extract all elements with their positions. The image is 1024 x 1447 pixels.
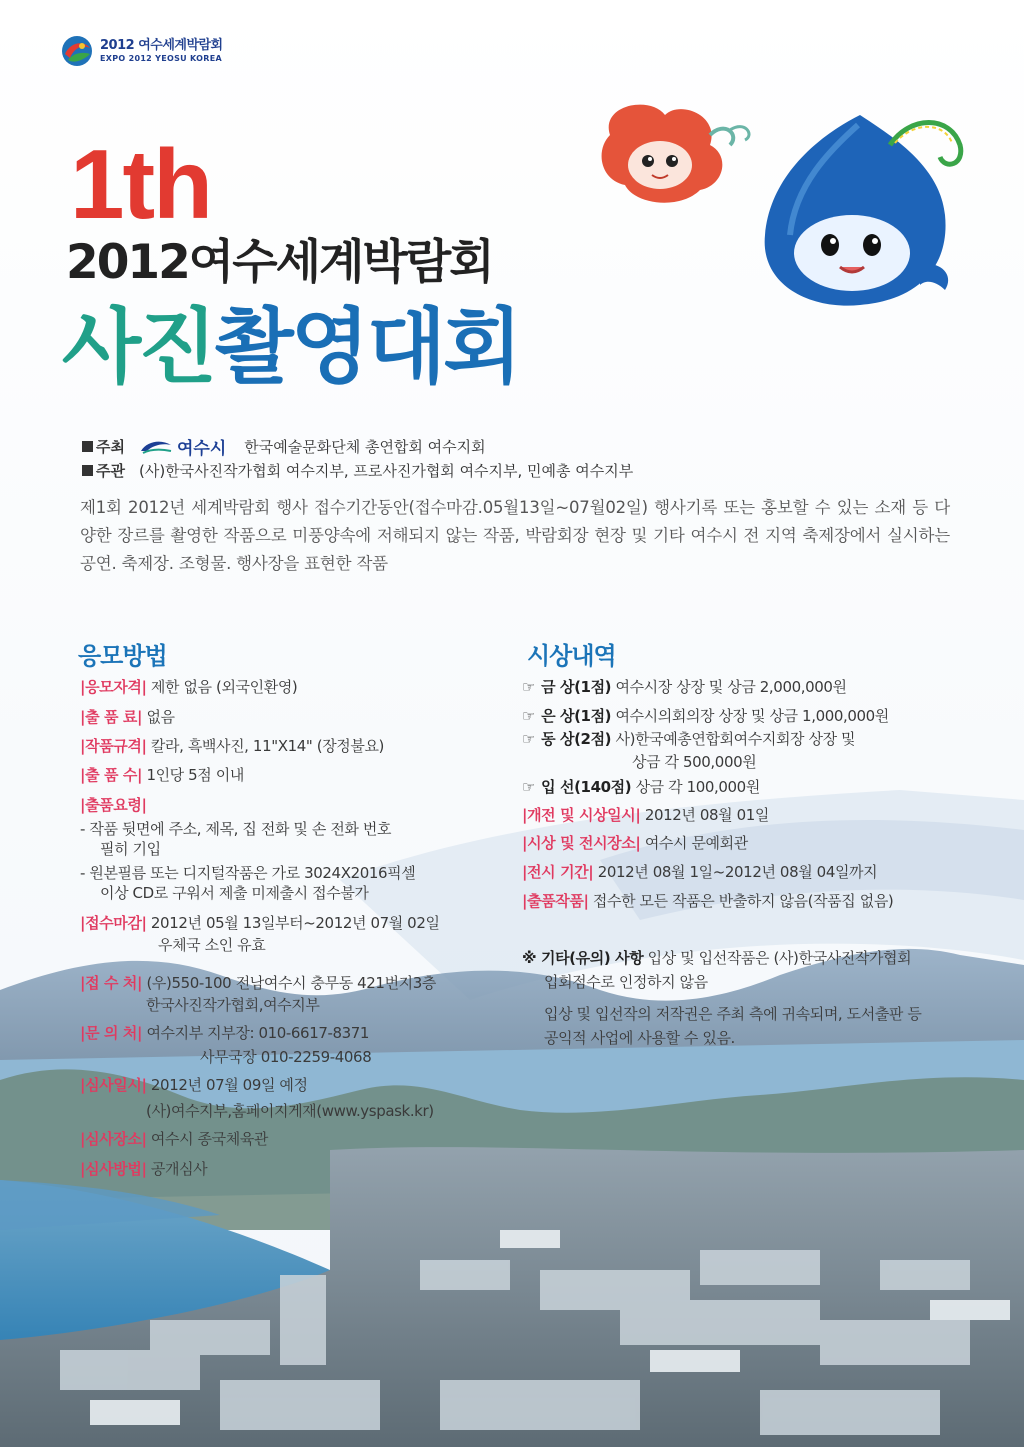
gold-prize-desc: 여수시장 상장 및 상금 2,000,000원: [615, 678, 847, 696]
guide-item-2a: - 원본필름 또는 디지털작품은 가로 3024X2016픽셀: [80, 864, 416, 882]
judging-method-label: |심사방법|: [80, 1160, 147, 1178]
deadline-row: [80, 912, 440, 934]
contact-label: |문 의 처|: [80, 1024, 143, 1042]
expo-emblem-icon: [60, 34, 94, 68]
merit-prize-count: (140점): [574, 778, 632, 796]
blue-mascot-icon: [765, 115, 961, 306]
silver-prize-count: (1점): [574, 707, 612, 725]
note-text-2b: 공익적 사업에 사용할 수 있음.: [544, 1029, 735, 1047]
note-line-1a: [522, 946, 911, 970]
bronze-prize-name: 동 상: [541, 730, 575, 748]
edition-title: 1th: [70, 129, 211, 239]
bronze-prize-count: (2점): [574, 730, 612, 748]
application-title: 응모방법: [78, 642, 167, 670]
host-city: 여수시: [176, 439, 227, 459]
intro-text: 제1회 2012년 세계박람회 행사 접수기간동안(접수마감.05월13일~07월02일) 행사기록 또는 홍보할 수 있는 소재 등 다양한 장르를 촬영한 작품으로 미풍양속에 저해되지 않는 작품, 박람회장 현장 및 기타 여수시 전 지역 축제장에서 실시하는 공연. 축제장. 조형물. 행사장을 표현한 작품: [80, 498, 950, 573]
venue-label: |시상 및 전시장소|: [522, 834, 641, 852]
merit-prize-desc: 상금 각 100,000원: [635, 778, 760, 796]
logo-subtitle: EXPO 2012 YEOSU KOREA: [100, 54, 222, 63]
venue-row: [522, 832, 748, 854]
note-text-2a: 입상 및 입선작의 저작권은 주최 측에 귀속되며, 도서출판 등: [544, 1005, 922, 1023]
eligibility-label: |응모자격|: [80, 678, 147, 696]
judging-method-row: [80, 1158, 207, 1180]
note-text-1b: 입회점수로 인정하지 않음: [544, 973, 708, 991]
eligibility-value: 제한 없음 (외국인환영): [150, 678, 298, 696]
logo-title: 2012 여수세계박람회: [100, 38, 223, 53]
deadline-value-1: 2012년 05월 13일부터~2012년 07월 02일: [150, 914, 440, 932]
expo-mascots: [590, 95, 990, 315]
judging-method-value: 공개심사: [150, 1160, 208, 1178]
guide-item-1a: - 작품 뒷면에 주소, 제목, 집 전화 및 손 전화 번호: [80, 820, 392, 838]
return-row: [522, 890, 893, 912]
supervisor-names: (사)한국사진작가협회 여수지부, 프로사진가협회 여수지부, 민예총 여수지부: [138, 462, 634, 480]
count-label: |출 품 수|: [80, 766, 143, 784]
judging-date-value-2: (사)여수지부,홈페이지게재(www.yspask.kr): [146, 1102, 434, 1120]
silver-prize-desc: 여수시의회의장 상장 및 상금 1,000,000원: [615, 707, 889, 725]
host-line: [82, 434, 486, 459]
yeosu-city-emblem-icon: [139, 439, 173, 455]
pointing-hand-icon: ☞: [522, 707, 536, 725]
guide-item-2b: 이상 CD로 구워서 제출 미제출시 접수불가: [100, 884, 369, 902]
judging-date-value-1: 2012년 07월 09일 예정: [150, 1076, 308, 1094]
ceremony-value: 2012년 08월 01일: [644, 806, 769, 824]
address-row: [80, 972, 436, 994]
guide-label: |출품요령|: [80, 796, 147, 814]
exhibit-value: 2012년 08월 1일~2012년 08월 04일까지: [597, 863, 878, 881]
bronze-prize-row: [522, 728, 855, 750]
red-mascot-icon: [602, 105, 749, 203]
spec-value: 칼라, 흑백사진, 11"X14" (장정불요): [150, 737, 385, 755]
judging-place-value: 여수시 종국체육관: [150, 1130, 268, 1148]
contact-value-1: 여수지부 지부장: 010-6617-8371: [146, 1024, 370, 1042]
contest-title: [62, 298, 519, 398]
event-title: 2012여수세계박람회: [66, 235, 493, 290]
contact-value-2: 사무국장 010-2259-4068: [200, 1048, 372, 1066]
return-value: 접수한 모든 작품은 반출하지 않음(작품집 없음): [592, 892, 894, 910]
fee-label: |출 품 료|: [80, 708, 143, 726]
deadline-value-2: 우체국 소인 유효: [158, 936, 266, 954]
gold-prize-row: [522, 676, 847, 698]
silver-prize-row: [522, 705, 889, 727]
contest-title-part1: 사진: [62, 300, 215, 395]
spec-label: |작품규격|: [80, 737, 147, 755]
note-text-1a: 입상 및 입선작품은 (사)한국사진작가협회: [647, 949, 912, 967]
gold-prize-name: 금 상: [541, 678, 575, 696]
pointing-hand-icon: ☞: [522, 678, 536, 696]
host-others: 한국예술문화단체 총연합회 여수지회: [244, 438, 486, 456]
exhibit-label: |전시 기간|: [522, 863, 594, 881]
guide-item-1b: 필히 기입: [100, 840, 161, 858]
host-label: 주최: [96, 438, 125, 456]
address-value-2: 한국사진작가협회,여수지부: [146, 996, 320, 1014]
contest-title-part2: 촬영대회: [214, 300, 520, 395]
awards-title: 시상내역: [527, 642, 616, 670]
supervisor-line: [82, 460, 633, 481]
count-value: 1인당 5점 이내: [146, 766, 244, 784]
silver-prize-name: 은 상: [541, 707, 575, 725]
expo-logo: [60, 34, 223, 68]
bullet-square-icon: [82, 441, 93, 452]
yeosu-city-logo: [139, 434, 226, 459]
ceremony-label: |개전 및 시상일시|: [522, 806, 641, 824]
contact-row: [80, 1022, 369, 1044]
note-label: ※ 기타(유의) 사항: [522, 949, 644, 967]
deadline-label: |접수마감|: [80, 914, 147, 932]
address-value-1: (우)550-100 전남여수시 충무동 421번지3층: [146, 974, 436, 992]
fee-row: [80, 706, 175, 728]
gold-prize-count: (1점): [574, 678, 612, 696]
merit-prize-name: 입 선: [541, 778, 575, 796]
guide-row: [80, 794, 147, 816]
eligibility-row: [80, 676, 297, 698]
ceremony-row: [522, 804, 769, 826]
return-label: |출품작품|: [522, 892, 589, 910]
pointing-hand-icon: ☞: [522, 730, 536, 748]
judging-date-row: [80, 1074, 308, 1096]
fee-value: 없음: [146, 708, 175, 726]
pointing-hand-icon: ☞: [522, 778, 536, 796]
judging-date-label: |심사일시|: [80, 1076, 147, 1094]
judging-place-row: [80, 1128, 268, 1150]
bronze-prize-desc-2: 상금 각 500,000원: [632, 753, 757, 771]
spec-row: [80, 735, 384, 757]
address-label: |접 수 처|: [80, 974, 143, 992]
count-row: [80, 764, 244, 786]
exhibit-row: [522, 861, 877, 883]
merit-prize-row: [522, 776, 760, 798]
judging-place-label: |심사장소|: [80, 1130, 147, 1148]
bronze-prize-desc-1: 사)한국예총연합회여수지회장 상장 및: [615, 730, 856, 748]
bullet-square-icon: [82, 465, 93, 476]
venue-value: 여수시 문예회관: [644, 834, 748, 852]
supervisor-label: 주관: [96, 462, 125, 480]
